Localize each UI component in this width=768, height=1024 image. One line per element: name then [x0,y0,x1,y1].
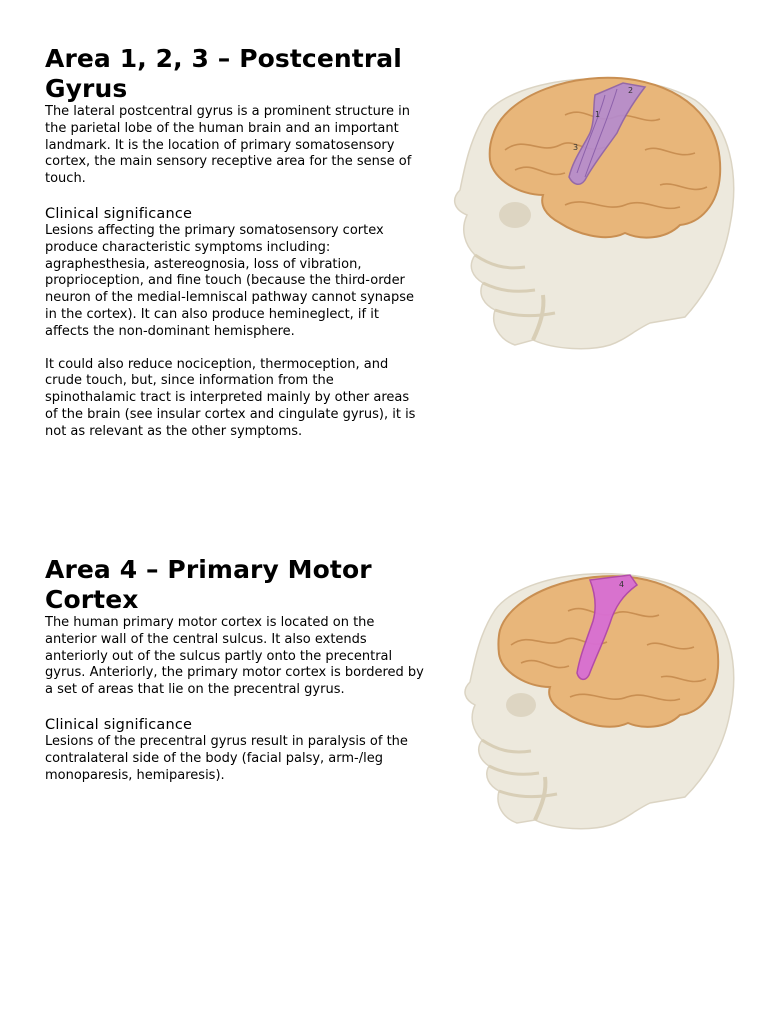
clinical-paragraph: Lesions affecting the primary somatosensory cortex produce characteristic symptoms including: agraphesthesia, astereognosia, loss of vibration, proprioception, and fine touch (because the third-order neuron of the medial-lemniscal pathway cannot synapse in the cortex). It can also produce hemineglect, if it affects the non-dominant hemisphere. [45,222,414,339]
clinical-paragraph-secondary: It could also reduce nociception, thermoception, and crude touch, but, since information from the spinothalamic tract is interpreted mainly by other areas of the brain (see insular cortex and cingulate gyrus), it is not as relevant as the other symptoms. [45,356,416,439]
clinical-heading: Clinical significance [45,205,193,222]
area-label: 3 [573,143,579,152]
section-heading: Area 4 – Primary Motor Cortex [45,555,372,614]
intro-paragraph: The lateral postcentral gyrus is a prominent structure in the parietal lobe of the human brain and an important landmark. It is the location of primary somatosensory cortex, the main sensory receptive area for the sense of touch. [45,104,412,187]
brain-skull-illustration-motor [455,555,735,835]
clinical-heading: Clinical significance [45,716,193,733]
clinical-paragraph: Lesions of the precentral gyrus result in paralysis of the contralateral side of the body (facial palsy, arm-/leg monoparesis, hemiparesis). [45,733,408,783]
area-label: 2 [628,86,634,95]
area-label: 4 [619,580,625,589]
section-postcentral-gyrus [45,44,425,441]
area-label: 1 [595,110,601,119]
section-heading: Area 1, 2, 3 – Postcentral Gyrus [45,44,402,103]
section-primary-motor-cortex [45,555,425,784]
intro-paragraph: The human primary motor cortex is located on the anterior wall of the central sulcus. It also extends anteriorly out of the sulcus partly onto the precentral gyrus. Anteriorly, the primary motor cortex is bordered by a set of areas that lie on the precentral gyrus. [45,615,424,698]
brain-skull-illustration-somatosensory [445,55,735,355]
